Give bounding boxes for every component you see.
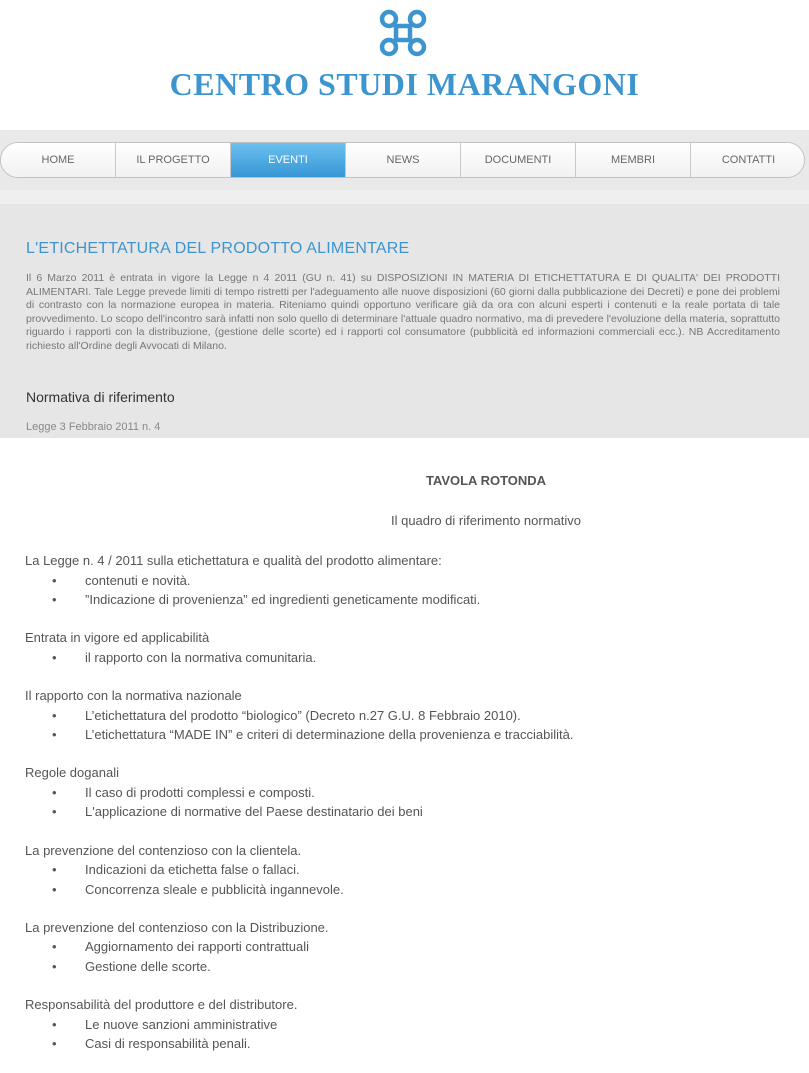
bullet-text: il rapporto con la normativa comunitaria. (85, 649, 317, 665)
main-nav (0, 142, 805, 178)
section-heading: La prevenzione del contenzioso con la Distribuzione. (25, 919, 329, 935)
nav-item-il-progetto[interactable]: IL PROGETTO (116, 143, 231, 177)
bullet-list (25, 783, 785, 822)
bullet-text: Le nuove sanzioni amministrative (85, 1016, 278, 1032)
document-subheading: Il quadro di riferimento normativo (390, 513, 582, 528)
normativa-heading: Normativa di riferimento (26, 389, 175, 405)
page-title: L'ETICHETTATURA DEL PRODOTTO ALIMENTARE (26, 240, 410, 257)
bullet-icon: • (52, 572, 57, 588)
bullet-icon: • (52, 592, 57, 607)
section-heading: Entrata in vigore ed applicabilità (25, 630, 210, 646)
bullet-text: Concorrenza sleale e pubblicità ingannevole. (85, 881, 344, 897)
nav-item-membri[interactable]: MEMBRI (576, 143, 691, 177)
agenda-section (25, 995, 785, 1054)
bullet-text: Aggiornamento dei rapporti contrattuali (85, 939, 310, 955)
bullet-item (25, 725, 785, 745)
bullet-icon: • (52, 804, 57, 820)
bullet-item (25, 706, 785, 726)
bullet-icon: • (52, 958, 57, 974)
bullet-icon: • (52, 881, 57, 897)
site-title[interactable]: CENTRO STUDI MARANGONI (169, 66, 640, 102)
section-heading: Regole doganali (25, 765, 119, 781)
agenda-document (0, 438, 809, 1066)
bullet-icon: • (52, 649, 57, 665)
bullet-item (25, 957, 785, 977)
legge-reference: Legge 3 Febbraio 2011 n. 4 (26, 421, 161, 433)
section-heading: Responsabilità del produttore e del distributore. (25, 997, 298, 1013)
bullet-text: L'applicazione di normative del Paese destinatario dei beni (85, 804, 423, 820)
bullet-item (25, 571, 785, 591)
bullet-icon: • (52, 1036, 57, 1052)
bullet-item (25, 860, 785, 880)
nav-item-home[interactable]: HOME (1, 143, 116, 177)
agenda-section (25, 551, 785, 610)
bullet-item (25, 1015, 785, 1035)
event-intro: Il 6 Marzo 2011 è entrata in vigore la Legge n 4 2011 (GU n. 41) su DISPOSIZIONI IN MATERIA DI ETICHETTATURA E DI QUALITA' DEI PRODOTTI ALIMENTARI. Tale Legge prevede limiti di tempo ristretti per l'adeguamento alle nuove disposizioni (60 giorni dalla pubblicazione dei Decreti) e pone dei problemi di contrasto con la normazione europea in materia. Riteniamo quindi opportuno verificare già da ora con alcuni esperti i contenuti e la reale portata di tale provvedimento. Lo scopo dell'incontro sarà infatti non solo quello di determinare l'attuale quadro normativo, ma di prevedere l'evoluzione della materia, soprattutto riguardo i rapporti con la distribuzione, (gestione delle scorte) ed i rapporti col consumatore (pubblicità ed informazioni commerciali ecc.). NB Accreditamento richiesto all'Ordine degli Avvocati di Milano. (26, 272, 780, 352)
nav-item-news[interactable]: NEWS (346, 143, 461, 177)
nav-item-eventi[interactable]: EVENTI (231, 143, 346, 177)
bullet-list (25, 571, 785, 610)
bullet-list (25, 706, 785, 745)
agenda-section (25, 763, 785, 822)
bullet-icon: • (52, 784, 57, 800)
bullet-list (25, 937, 785, 976)
event-panel (0, 204, 809, 438)
section-heading: Il rapporto con la normativa nazionale (25, 688, 242, 704)
section-heading: La Legge n. 4 / 2011 sulla etichettatura e qualità del prodotto alimentare: (25, 553, 442, 568)
bullet-list (25, 1015, 785, 1054)
bullet-icon: • (52, 1016, 57, 1032)
agenda-sections (25, 551, 785, 1073)
bullet-item (25, 880, 785, 900)
section-heading: La prevenzione del contenzioso con la clientela. (25, 842, 302, 858)
bullet-icon: • (52, 862, 57, 878)
bullet-item (25, 783, 785, 803)
bullet-text: ”Indicazione di provenienza” ed ingredienti geneticamente modificati. (85, 592, 481, 607)
bullet-text: Casi di responsabilità penali. (85, 1036, 251, 1052)
bullet-item (25, 802, 785, 822)
bullet-list (25, 648, 785, 668)
site-header (0, 0, 809, 130)
bullet-text: L’etichettatura “MADE IN” e criteri di determinazione della provenienza e tracciabilità. (85, 727, 574, 743)
bullet-item (25, 937, 785, 957)
bullet-item (25, 1034, 785, 1054)
nav-item-documenti[interactable]: DOCUMENTI (461, 143, 576, 177)
agenda-section (25, 841, 785, 900)
divider-strip (0, 190, 809, 204)
bullet-text: Indicazioni da etichetta false o fallaci. (85, 862, 300, 878)
bullet-text: contenuti e novità. (85, 572, 191, 588)
bullet-list (25, 860, 785, 899)
bullet-text: Il caso di prodotti complessi e composti. (85, 784, 315, 800)
agenda-section (25, 686, 785, 745)
bullet-icon: • (52, 939, 57, 955)
bullet-icon: • (52, 707, 57, 723)
agenda-section (25, 918, 785, 977)
command-key-icon (379, 9, 427, 57)
document-heading: TAVOLA ROTONDA (425, 473, 547, 488)
bullet-icon: • (52, 727, 57, 743)
agenda-section (25, 628, 785, 667)
bullet-text: L’etichettatura del prodotto “biologico” (Decreto n.27 G.U. 8 Febbraio 2010). (85, 707, 521, 723)
nav-item-contatti[interactable]: CONTATTI (691, 143, 805, 177)
bullet-item (25, 590, 785, 610)
bullet-text: Gestione delle scorte. (85, 958, 211, 974)
bullet-item (25, 648, 785, 668)
